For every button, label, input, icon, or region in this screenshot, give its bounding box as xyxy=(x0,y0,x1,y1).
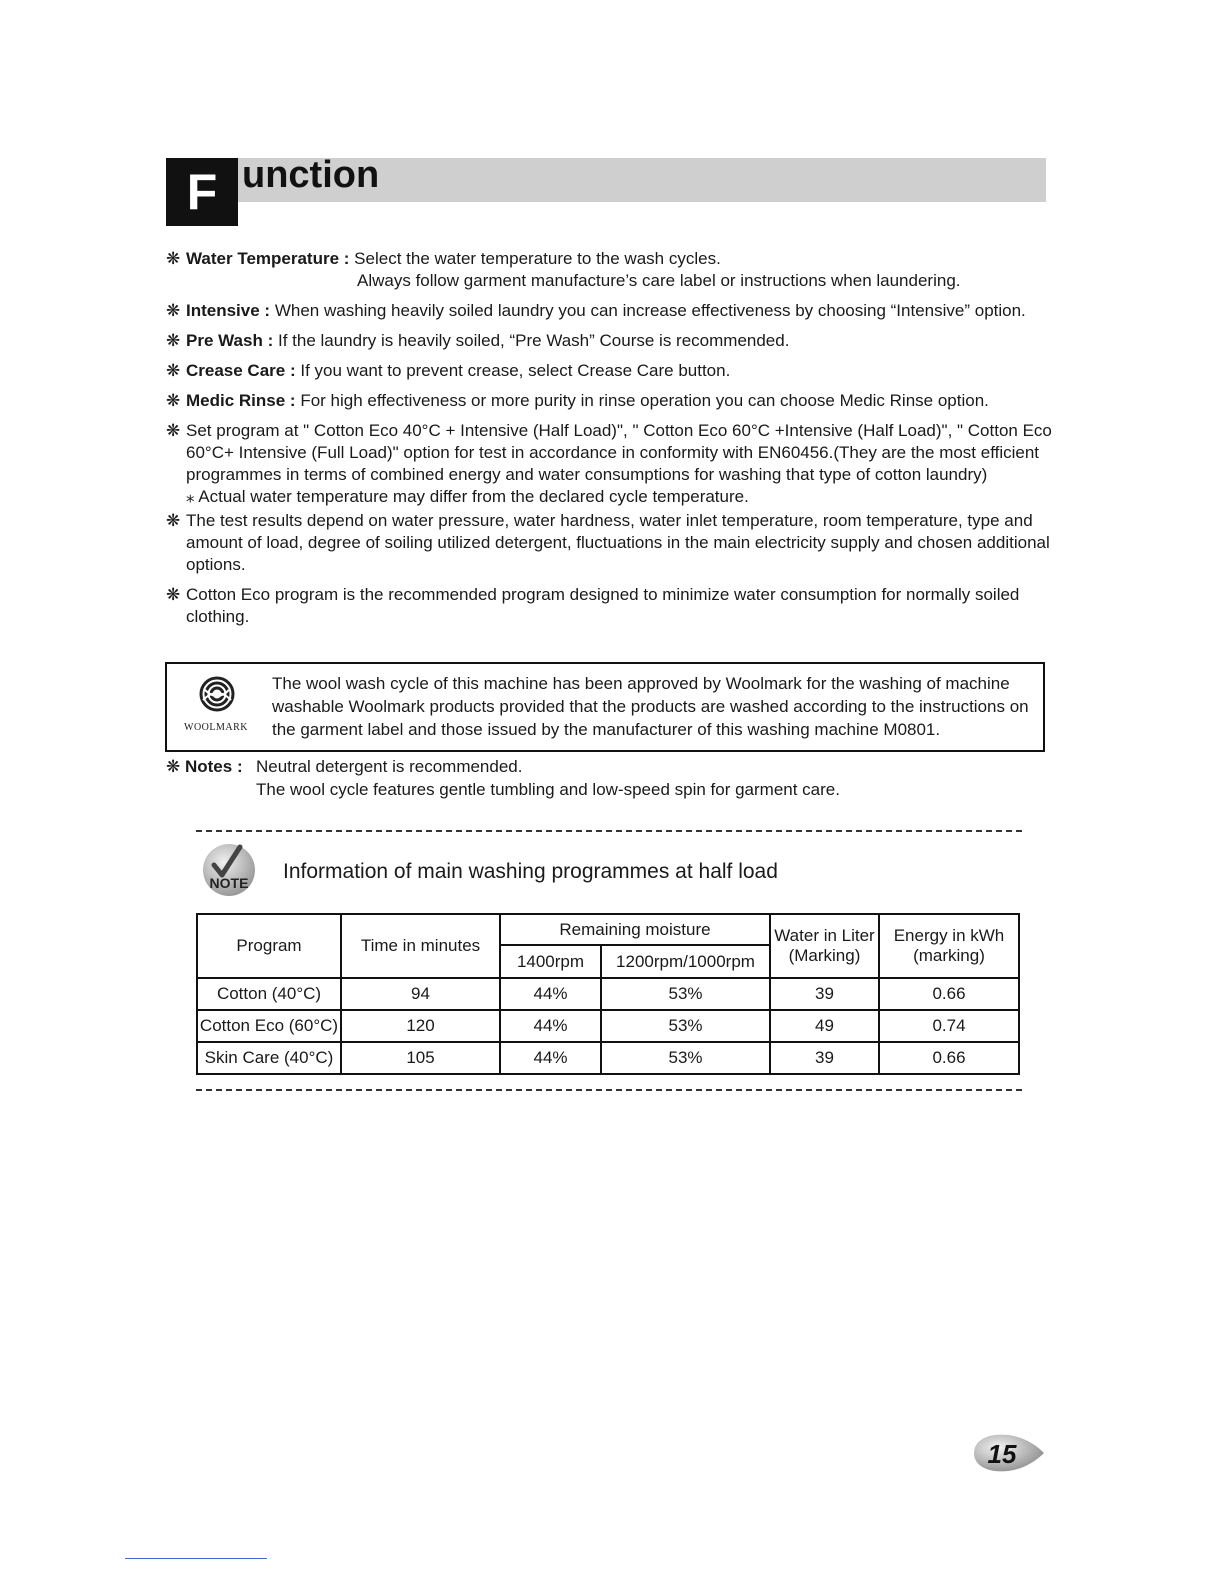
asterisk-marker-icon: ❋ xyxy=(166,391,181,410)
cell-program: Cotton (40°C) xyxy=(197,978,341,1010)
item-text: The test results depend on water pressure, water hardness, water inlet temperature, room temperature, type and amount of load, degree of soiling utilized detergent, fluctuations in the main electricity supply and chosen additional options. xyxy=(186,511,1050,574)
cell-moisture-1400: 44% xyxy=(500,1010,601,1042)
item-label: Crease Care : xyxy=(186,361,296,380)
item-label: Water Temperature : xyxy=(186,249,350,268)
dashed-divider-bottom xyxy=(196,1089,1022,1091)
notes-label-text: Notes : xyxy=(184,757,243,776)
header-1200rpm: 1200rpm/1000rpm xyxy=(601,945,770,978)
list-item-pre-wash xyxy=(166,330,1056,352)
woolmark-icon xyxy=(199,676,235,712)
header-energy-line1: Energy in kWh xyxy=(893,926,1005,945)
table-header-row xyxy=(197,914,1019,945)
asterisk-marker-icon: ❋ xyxy=(166,249,181,268)
cell-time: 105 xyxy=(341,1042,500,1074)
programme-table xyxy=(196,913,1020,1075)
footer-line xyxy=(125,1558,267,1559)
asterisk-marker-icon: ❋ xyxy=(166,757,181,776)
list-item-crease-care xyxy=(166,360,1056,382)
item-subnote: ⁎ Actual water temperature may differ from the declared cycle temperature. xyxy=(186,487,749,506)
notes-label xyxy=(166,755,256,778)
header-energy xyxy=(879,914,1019,978)
asterisk-marker-icon: ❋ xyxy=(166,585,181,604)
notes-section xyxy=(166,755,840,801)
list-item-intensive xyxy=(166,300,1056,322)
header-1400rpm: 1400rpm xyxy=(500,945,601,978)
asterisk-marker-icon: ❋ xyxy=(166,301,181,320)
item-text: If the laundry is heavily soiled, “Pre Wash” Course is recommended. xyxy=(277,331,790,350)
header-remaining-moisture: Remaining moisture xyxy=(500,914,770,945)
cell-moisture-1200: 53% xyxy=(601,978,770,1010)
page-title: unction xyxy=(242,154,380,196)
cell-time: 94 xyxy=(341,978,500,1010)
cell-moisture-1200: 53% xyxy=(601,1042,770,1074)
item-text: For high effectiveness or more purity in rinse operation you can choose Medic Rinse option. xyxy=(300,391,989,410)
function-list xyxy=(166,248,1056,636)
list-item-medic-rinse xyxy=(166,390,1056,412)
cell-energy: 0.66 xyxy=(879,978,1019,1010)
cell-water: 39 xyxy=(770,978,879,1010)
cell-program: Skin Care (40°C) xyxy=(197,1042,341,1074)
item-text: Set program at " Cotton Eco 40°C + Intensive (Half Load)", " Cotton Eco 60°C +Intensive (Half Load)", " Cotton Eco 60°C+ Intensive (Full Load)" option for test in accordance in conformity with EN60456.(They are the most efficient programmes in terms of combined energy and water consumptions for washing that type of cotton laundry) xyxy=(186,421,1052,484)
cell-energy: 0.66 xyxy=(879,1042,1019,1074)
cell-water: 49 xyxy=(770,1010,879,1042)
notes-line-1: Neutral detergent is recommended. xyxy=(256,757,523,776)
cell-program: Cotton Eco (60°C) xyxy=(197,1010,341,1042)
header-program: Program xyxy=(197,914,341,978)
asterisk-marker-icon: ❋ xyxy=(166,421,181,440)
item-label: Pre Wash : xyxy=(186,331,274,350)
asterisk-marker-icon: ❋ xyxy=(166,511,181,530)
item-text: Select the water temperature to the wash cycles. xyxy=(354,249,721,268)
cell-moisture-1400: 44% xyxy=(500,1042,601,1074)
note-check-icon xyxy=(202,843,256,897)
cell-time: 120 xyxy=(341,1010,500,1042)
list-item-set-program xyxy=(166,420,1056,508)
note-title: Information of main washing programmes at half load xyxy=(283,860,778,883)
header-initial-letter: F xyxy=(166,158,238,226)
note-icon-label: NOTE xyxy=(209,875,249,891)
table-row xyxy=(197,1042,1019,1074)
cell-moisture-1400: 44% xyxy=(500,978,601,1010)
list-item-test-results xyxy=(166,510,1056,576)
cell-energy: 0.74 xyxy=(879,1010,1019,1042)
item-text: When washing heavily soiled laundry you can increase effectiveness by choosing “Intensive” option. xyxy=(274,301,1026,320)
page-number-badge xyxy=(970,1431,1046,1475)
header-energy-line2: (marking) xyxy=(913,946,985,965)
woolmark-caption: WOOLMARK xyxy=(184,722,248,733)
header-water-line1: Water in Liter xyxy=(774,926,875,945)
asterisk-marker-icon: ❋ xyxy=(166,361,181,380)
cell-water: 39 xyxy=(770,1042,879,1074)
item-label: Medic Rinse : xyxy=(186,391,296,410)
page-number: 15 xyxy=(987,1439,1017,1469)
item-text: Cotton Eco program is the recommended program designed to minimize water consumption for normally soiled clothing. xyxy=(186,585,1020,626)
header-water xyxy=(770,914,879,978)
woolmark-box xyxy=(165,662,1045,752)
item-text: If you want to prevent crease, select Crease Care button. xyxy=(300,361,731,380)
header-water-line2: (Marking) xyxy=(788,946,861,965)
dashed-divider-top xyxy=(196,830,1022,832)
cell-moisture-1200: 53% xyxy=(601,1010,770,1042)
list-item-cotton-eco xyxy=(166,584,1056,628)
woolmark-logo xyxy=(181,674,251,740)
woolmark-text: The wool wash cycle of this machine has been approved by Woolmark for the washing of machine washable Woolmark products provided that the products are washed according to the instructions on the garment label and those issued by the manufacturer of this washing machine M0801. xyxy=(272,674,1029,739)
item-label: Intensive : xyxy=(186,301,271,320)
header-time: Time in minutes xyxy=(341,914,500,978)
asterisk-marker-icon: ❋ xyxy=(166,331,181,350)
table-row xyxy=(197,1010,1019,1042)
notes-line-2: The wool cycle features gentle tumbling and low-speed spin for garment care. xyxy=(256,780,840,799)
item-text-continued: Always follow garment manufacture’s care label or instructions when laundering. xyxy=(357,271,961,290)
list-item-water-temperature xyxy=(166,248,1056,292)
table-row xyxy=(197,978,1019,1010)
